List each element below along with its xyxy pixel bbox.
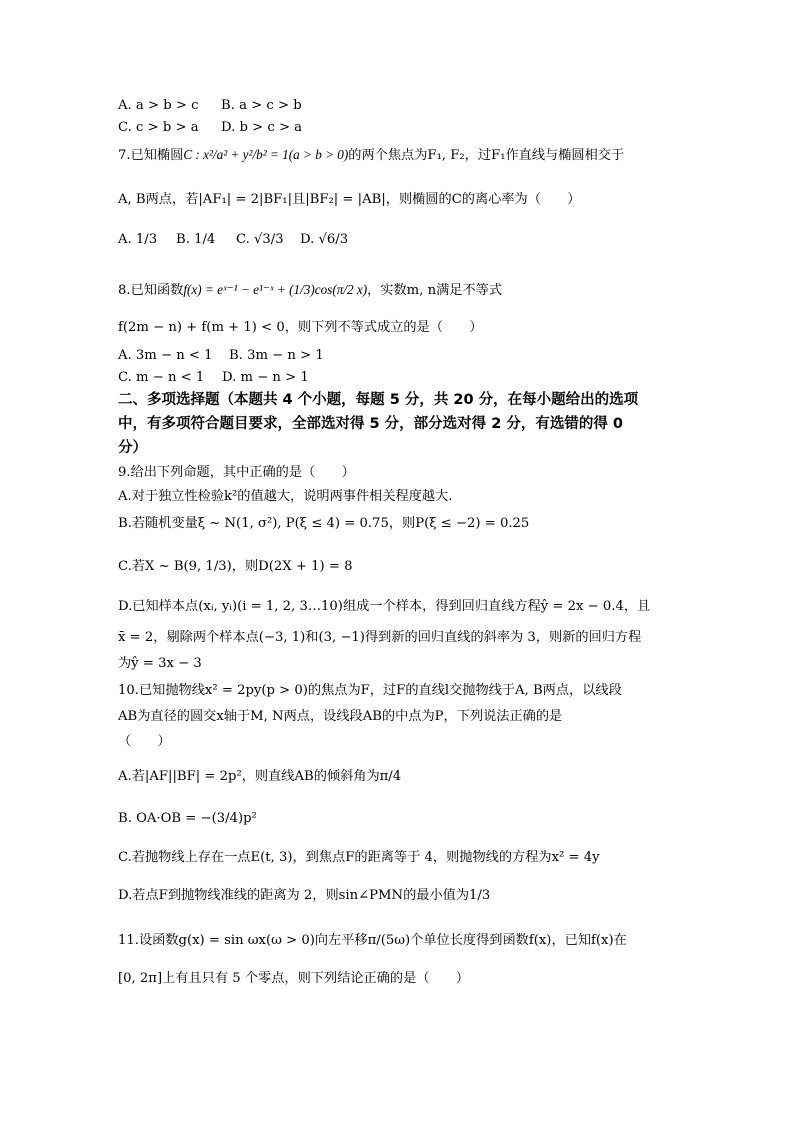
q9-option-d-line-2: x̄ = 2，剔除两个样本点(−3, 1)和(3, −1)得到新的回归直线的斜率为 3，则新的回归方程 bbox=[118, 630, 642, 645]
q7-text-1: 的两个焦点为F₁, F₂，过F₁作直线与椭圆相交于 bbox=[348, 148, 625, 163]
section2-heading-line-3: 分） bbox=[118, 440, 147, 456]
q10-stem-line-1: 10.已知抛物线x² = 2py(p > 0)的焦点为F，过F的直线l交抛物线于A, B两点，以线段 bbox=[118, 683, 622, 698]
q7-ellipse-equation: C : x²/a² + y²/b² = 1(a > b > 0) bbox=[183, 147, 349, 162]
q7-option-a: A. 1/3 bbox=[118, 232, 158, 247]
q10-option-d: D.若点F到抛物线准线的距离为 2，则sin∠PMN的最小值为1/3 bbox=[118, 888, 491, 903]
q8-option-d: D. m − n > 1 bbox=[222, 370, 309, 385]
q10-stem-line-3: （ ） bbox=[118, 734, 171, 749]
q8-line-2: f(2m − n) + f(m + 1) < 0，则下列不等式成立的是（ ） bbox=[118, 320, 483, 335]
q9-option-d-line-3: 为ŷ = 3x − 3 bbox=[118, 656, 202, 671]
q10-stem-line-2: AB为直径的圆交x轴于M, N两点，设线段AB的中点为P，下列说法正确的是 bbox=[118, 709, 563, 724]
q8-option-a: A. 3m − n < 1 bbox=[118, 348, 213, 363]
q6-option-c: C. c > b > a bbox=[118, 120, 199, 135]
q11-stem-line-1: 11.设函数g(x) = sin ωx(ω > 0)向左平移π/(5ω)个单位长度得到函数f(x)，已知f(x)在 bbox=[118, 933, 627, 948]
q9-stem: 9.给出下列命题，其中正确的是（ ） bbox=[118, 465, 355, 480]
q6-option-b: B. a > c > b bbox=[221, 98, 302, 113]
q9-option-a: A.对于独立性检验k²的值越大，说明两事件相关程度越大. bbox=[118, 489, 453, 504]
q7-option-d: D. √6/3 bbox=[300, 232, 349, 247]
q8-option-c: C. m − n < 1 bbox=[118, 370, 205, 385]
q7-option-b: B. 1/4 bbox=[176, 232, 216, 247]
q8-line-1 bbox=[118, 283, 502, 297]
q7-line-2: A, B两点，若|AF₁| = 2|BF₁|且|BF₂| = |AB|，则椭圆的C的离心率为（ ） bbox=[118, 192, 581, 207]
q7-option-c: C. √3/3 bbox=[236, 232, 284, 247]
section2-heading-line-2: 中，有多项符合题目要求，全部选对得 5 分，部分选对得 2 分，有选错的得 0 bbox=[118, 416, 624, 432]
q7-line-1 bbox=[118, 148, 624, 162]
q10-option-b: B. OA·OB = −(3/4)p² bbox=[118, 811, 257, 826]
q6-option-a: A. a > b > c bbox=[118, 98, 199, 113]
section2-heading-line-1: 二、多项选择题（本题共 4 个小题，每题 5 分，共 20 分，在每小题给出的选项 bbox=[118, 392, 639, 408]
q9-option-b: B.若随机变量ξ ~ N(1, σ²), P(ξ ≤ 4) = 0.75，则P(ξ ≤ −2) = 0.25 bbox=[118, 516, 530, 531]
q8-function: f(x) = eˣ⁻¹ − e¹⁻ˣ + (1/3)cos(π/2 x) bbox=[183, 282, 368, 297]
q9-option-c: C.若X ~ B(9, 1/3)，则D(2X + 1) = 8 bbox=[118, 559, 353, 574]
q8-prefix: 8.已知函数 bbox=[118, 283, 184, 298]
q9-option-d-line-1: D.已知样本点(xᵢ, yᵢ)(i = 1, 2, 3…10)组成一个样本，得到回归直线方程ŷ = 2x − 0.4，且 bbox=[118, 599, 651, 614]
q11-stem-line-2: [0, 2π]上有且只有 5 个零点，则下列结论正确的是（ ） bbox=[118, 971, 470, 986]
q7-prefix: 7.已知椭圆 bbox=[118, 148, 184, 163]
q10-option-c: C.若抛物线上存在一点E(t, 3)，到焦点F的距离等于 4，则抛物线的方程为x² = 4y bbox=[118, 850, 600, 865]
q8-option-b: B. 3m − n > 1 bbox=[229, 348, 324, 363]
q10-option-a: A.若|AF||BF| = 2p²，则直线AB的倾斜角为π/4 bbox=[118, 769, 402, 784]
q6-option-d: D. b > c > a bbox=[221, 120, 303, 135]
q8-text-1: ，实数m, n满足不等式 bbox=[367, 283, 503, 298]
